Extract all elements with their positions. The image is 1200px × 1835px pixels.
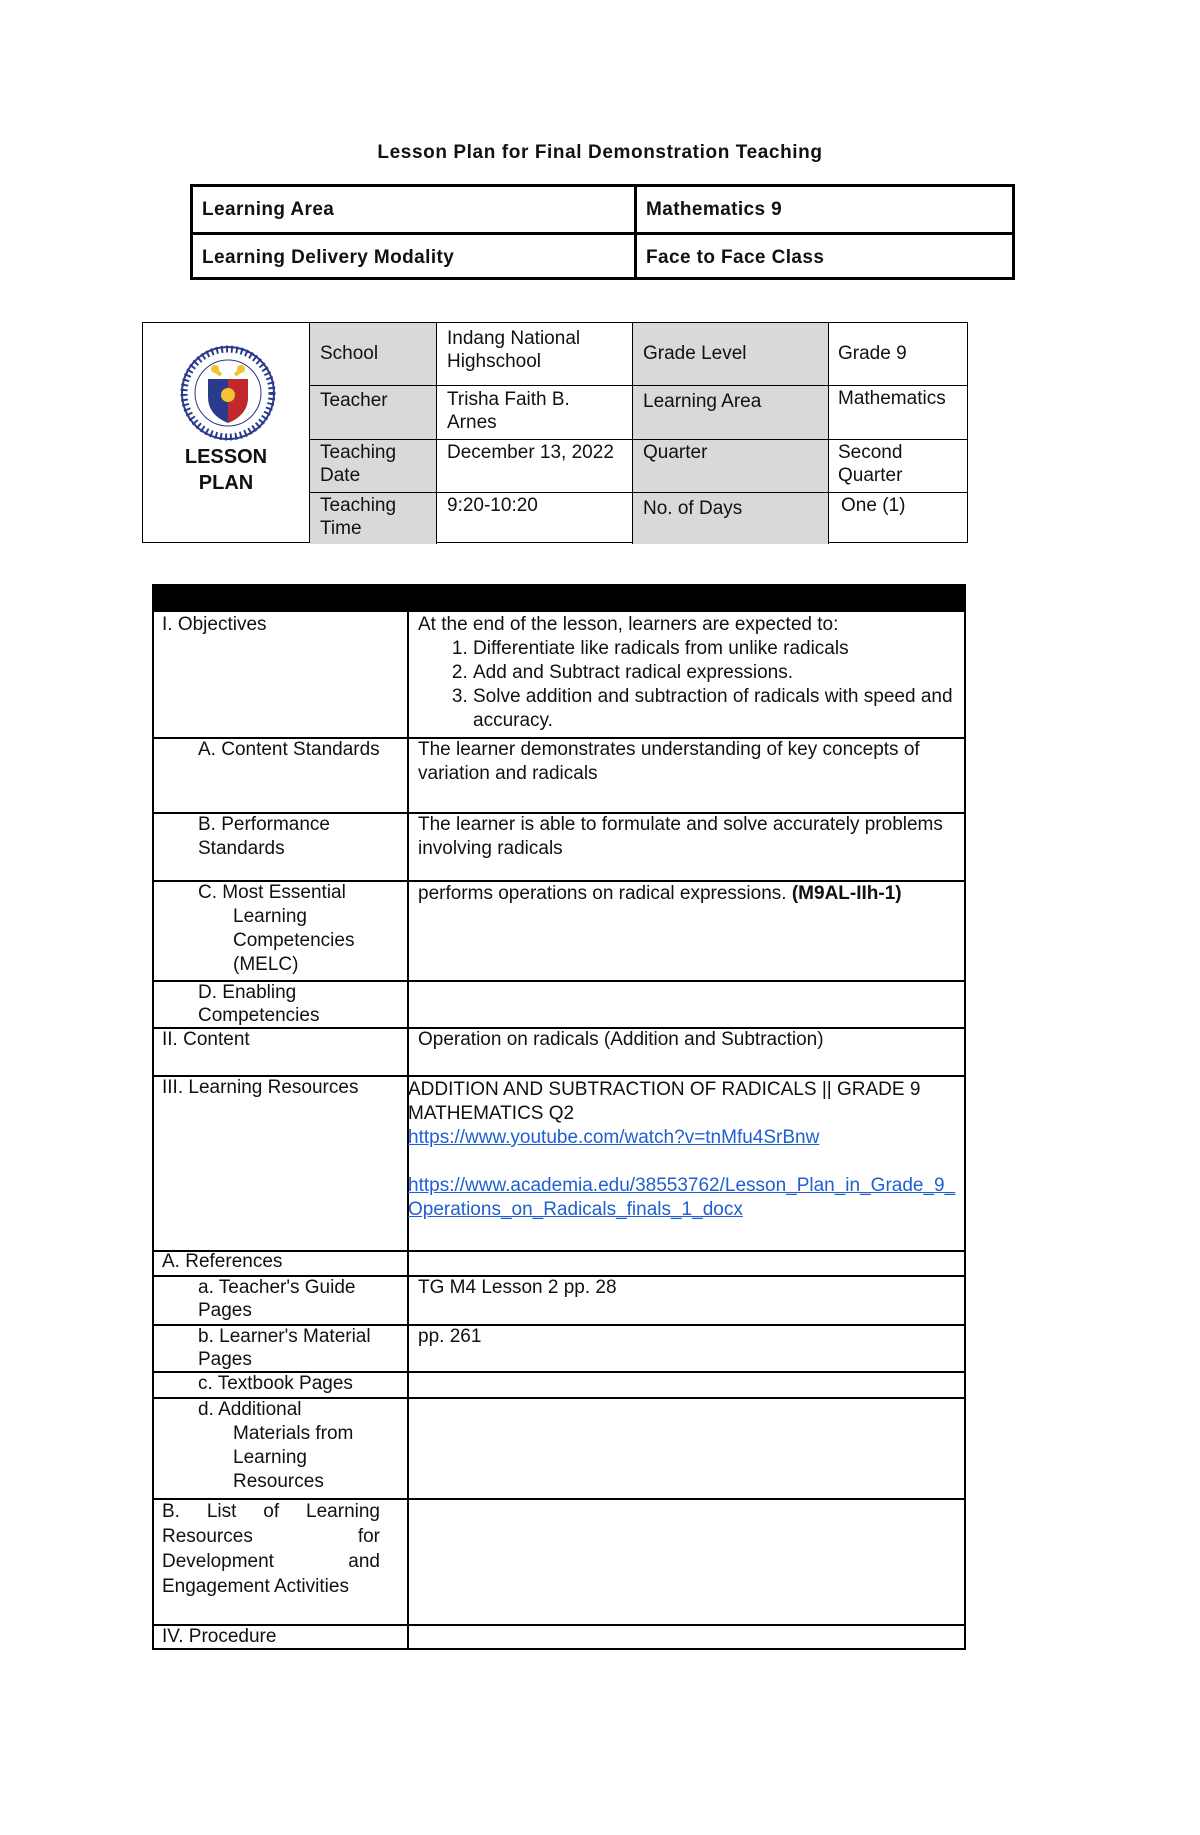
performance-standards-label: B. Performance Standards bbox=[198, 814, 330, 859]
resource-link-youtube[interactable]: https://www.youtube.com/watch?v=tnMfu4SrBnw bbox=[408, 1127, 820, 1148]
header-label: Learning Delivery Modality bbox=[193, 235, 637, 280]
list-item: 3. Solve addition and subtraction of radicals with speed and accuracy. bbox=[473, 685, 963, 733]
performance-standards-value: The learner is able to formulate and solve accurately problems involving radicals bbox=[418, 814, 943, 859]
melc-label: C. Most Essential bbox=[198, 882, 346, 903]
logo-caption: PLAN bbox=[198, 472, 254, 494]
content-value: Operation on radicals (Addition and Subtraction) bbox=[418, 1029, 824, 1050]
info-value: Indang National Highschool bbox=[437, 323, 633, 385]
info-key: Learning Area bbox=[633, 386, 829, 439]
list-item: 2. Add and Subtract radical expressions. bbox=[473, 661, 963, 685]
enabling-competencies-label: D. Enabling Competencies bbox=[198, 982, 320, 1026]
resource-link-academia[interactable]: https://www.academia.edu/38553762/Lesson_Plan_in_Grade_9_Operations_on_Radicals_finals_1_docx bbox=[408, 1175, 956, 1220]
header-row-modality bbox=[193, 232, 1012, 280]
objectives-intro: At the end of the lesson, learners are expected to: bbox=[418, 614, 839, 635]
additional-materials-label-rest: Materials from Learning Resources bbox=[233, 1423, 354, 1492]
header-row-learning-area bbox=[193, 187, 1012, 232]
logo-caption: LESSON bbox=[184, 446, 268, 468]
melc-code: (M9AL-IIh-1) bbox=[791, 883, 902, 904]
info-value: One (1) bbox=[841, 495, 906, 516]
header-table bbox=[190, 184, 1015, 280]
table-header-bar bbox=[152, 584, 966, 612]
info-value: 9:20-10:20 bbox=[437, 493, 633, 544]
learners-material-value: pp. 261 bbox=[418, 1326, 482, 1347]
lesson-plan-table bbox=[152, 584, 966, 1650]
additional-materials-label: d. Additional bbox=[198, 1399, 302, 1420]
content-standards-value: The learner demonstrates understanding of key concepts of variation and radicals bbox=[418, 739, 920, 784]
info-value: Trisha Faith B. Arnes bbox=[437, 386, 633, 439]
textbook-pages-label: c. Textbook Pages bbox=[198, 1373, 353, 1394]
list-item: 1. Differentiate like radicals from unlike radicals bbox=[473, 637, 963, 661]
info-value: Mathematics bbox=[838, 388, 946, 409]
resources-text: ADDITION AND SUBTRACTION OF RADICALS || GRADE 9 MATHEMATICS Q2 bbox=[408, 1079, 921, 1124]
info-key: Teaching Time bbox=[310, 493, 437, 544]
info-key: No. of Days bbox=[633, 493, 829, 544]
info-key: School bbox=[310, 323, 437, 385]
learning-resources-label: III. Learning Resources bbox=[162, 1077, 359, 1098]
references-label: A. References bbox=[162, 1251, 283, 1272]
melc-value: performs operations on radical expressions. bbox=[418, 883, 787, 904]
content-label: II. Content bbox=[162, 1029, 250, 1050]
melc-label-rest: Learning Competencies (MELC) bbox=[233, 906, 355, 975]
info-row-date bbox=[310, 439, 967, 492]
info-key: Teacher bbox=[310, 386, 437, 439]
document-title: Lesson Plan for Final Demonstration Teaching bbox=[377, 142, 823, 163]
info-row-school bbox=[310, 323, 967, 385]
info-key: Quarter bbox=[633, 440, 829, 492]
info-row-time bbox=[310, 492, 967, 544]
learners-material-label: b. Learner's Material Pages bbox=[198, 1326, 371, 1370]
info-value: Second Quarter bbox=[838, 442, 903, 486]
objectives-label: I. Objectives bbox=[162, 614, 267, 635]
info-key: Grade Level bbox=[633, 323, 829, 385]
info-value: December 13, 2022 bbox=[437, 440, 633, 492]
deped-seal-icon bbox=[180, 345, 276, 441]
teachers-guide-label: a. Teacher's Guide Pages bbox=[198, 1277, 356, 1321]
teachers-guide-value: TG M4 Lesson 2 pp. 28 bbox=[418, 1277, 617, 1298]
procedure-label: IV. Procedure bbox=[162, 1626, 277, 1647]
header-value: Face to Face Class bbox=[646, 247, 825, 268]
objectives-list bbox=[418, 637, 963, 733]
logo-cell bbox=[143, 323, 310, 542]
school-info-table bbox=[142, 322, 968, 543]
info-value: Grade 9 bbox=[838, 343, 907, 364]
content-standards-label: A. Content Standards bbox=[198, 739, 380, 760]
info-row-teacher bbox=[310, 385, 967, 439]
info-key: Teaching Date bbox=[310, 440, 437, 492]
header-value: Mathematics 9 bbox=[646, 199, 783, 220]
list-resources-label: B. List of Learning Resources for Development and Engagement Activities bbox=[162, 1501, 380, 1597]
header-label: Learning Area bbox=[193, 187, 637, 232]
